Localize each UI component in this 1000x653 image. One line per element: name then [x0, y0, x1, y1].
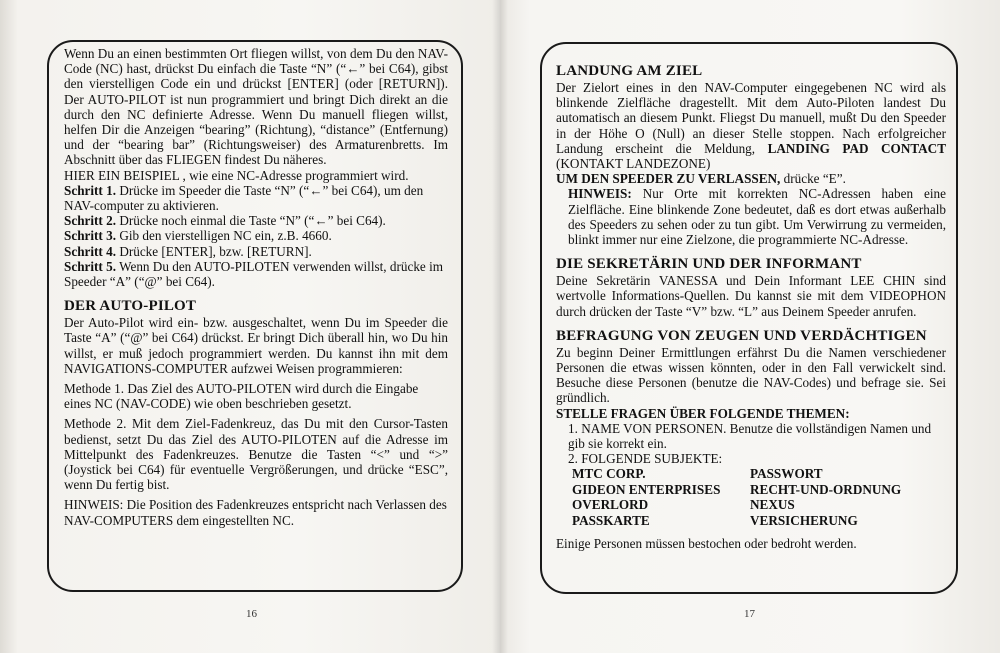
topic-item-1: 1. NAME VON PERSONEN. Benutze die vollständigen Namen und gib sie korrekt ein. — [568, 420, 932, 452]
leave-speeder-label: UM DEN SPEEDER ZU VERLASSEN, — [556, 171, 781, 187]
step-4-text: Drücke [ENTER], bzw. [RETURN]. — [119, 243, 312, 259]
method-1: Methode 1. Das Ziel des AUTO-PILOTEN wird durch die Eingabe eines NC (NAV-CODE) wie oben beschrieben gesetzt. — [64, 381, 419, 412]
page-number-left: 16 — [246, 608, 257, 620]
landing-pad-translation: (KONTAKT LANDEZONE) — [556, 156, 711, 172]
step-1-label: Schritt 1. — [64, 182, 117, 198]
page-number-right: 17 — [744, 608, 755, 620]
step-2 — [64, 213, 448, 228]
subject-item: VERSICHERUNG — [750, 512, 858, 528]
example-intro: HIER EIN BEISPIEL , wie eine NC-Adresse programmiert wird. — [64, 167, 409, 183]
leave-speeder-rest: drücke “E”. — [780, 171, 846, 187]
method-2: Methode 2. Mit dem Ziel-Fadenkreuz, das Du mit den Cursor-Tasten bedienst, setzt Du das Ziel des AUTO-PILOTEN auf die Adresse im Mittelpunkt des Fadenkreuzes. Benutze die Tasten “<” und “>” (Joystick bei C64) für eventuelle Vergrößerungen, und drücke “ESC”, wenn Du fertig bist. — [64, 416, 448, 493]
step-5-label: Schritt 5. — [64, 258, 117, 274]
subject-list — [572, 466, 946, 528]
subject-item: NEXUS — [750, 497, 795, 513]
step-5 — [64, 259, 448, 289]
step-1 — [64, 183, 448, 213]
step-3 — [64, 228, 448, 243]
right-page-content — [556, 62, 946, 552]
step-4-label: Schritt 4. — [64, 243, 117, 259]
subject-item: GIDEON ENTERPRISES — [572, 481, 721, 497]
subject-item: PASSKARTE — [572, 512, 650, 528]
landing-note-text: Nur Orte mit korrekten NC-Adressen haben eine Zielfläche. Eine blinkende Zone bedeutet, daß es dort etwas außerhalb des Speeders zu sehen oder zu tun gibt. Um Verwirrung zu vermeiden, blinkt immer nur eine Zielzone, die programmierte NC-Adresse. — [568, 186, 946, 248]
step-3-text: Gib den vierstelligen NC ein, z.B. 4660. — [119, 228, 332, 244]
landing-note-label: HINWEIS: — [568, 186, 632, 202]
step-2-text: Drücke noch einmal die Taste “N” (“←” bei C64). — [119, 213, 386, 229]
secretary-heading: DIE SEKRETÄRIN UND DER INFORMANT — [556, 256, 862, 273]
book-gutter — [492, 0, 508, 653]
autopilot-text: Der Auto-Pilot wird ein- bzw. ausgeschaltet, wenn Du im Speeder die Taste “A” (“@” bei C64) drückst. Er bringt Dich überall hin, wo Du hin willst, er muß jedoch programmiert werden. Du kannst ihn mit dem NAVIGATIONS-COMPUTER aufzwei Weisen programmieren: — [64, 315, 448, 376]
topic-item-2: 2. FOLGENDE SUBJEKTE: — [568, 451, 723, 467]
left-page-content — [64, 46, 448, 528]
nav-code-intro: Wenn Du an einen bestimmten Ort fliegen willst, von dem Du den NAV-Code (NC) hast, drückst Du einfach die Taste “N” (“←” bei C64), gibst den vierstelligen Code ein und drückst [ENTER] (oder [RETURN]). Der AUTO-PILOT ist nun programmiert und bringt Dich direkt an die durch den NC definierte Adresse. Wenn Du manuell fliegen willst, helfen Dir die Anzeigen “bearing” (Richtung), “distance” (Entfernung) und der “bearing bar” (Richtungsweiser) des Armaturenbretts. Im Abschnitt über das FLIEGEN findest Du näheres. — [64, 46, 448, 168]
landing-text-body: Der Zielort eines in den NAV-Computer eingegebenen NC wird als blinkende Zielfläche dragestellt. Mit dem Auto-Piloten landest Du automatisch an diesem Punkt. Fliegst Du manuell, mußt Du den Speeder in der Höhe O (Null) an dieser Stelle stoppen. Nach erfolgreicher Landung erscheint die Meldung, — [556, 80, 946, 156]
subject-item: OVERLORD — [572, 497, 649, 513]
closing-note: Einige Personen müssen bestochen oder bedroht werden. — [556, 536, 857, 552]
landing-note — [556, 186, 946, 247]
secretary-text: Deine Sekretärin VANESSA und Dein Informant LEE CHIN sind wertvolle Informations-Quellen. Du kannst sie mit dem VIDEOPHON durch drücken der Taste “V” bzw. “L” aus Deinem Speeder anrufen. — [556, 273, 946, 319]
autopilot-heading: DER AUTO-PILOT — [64, 298, 197, 315]
witness-text: Zu beginn Deiner Ermittlungen erfährst Du die Namen verschiedener Personen die etwas wissen könnten, oder in den Fall verwickelt sind. Besuche diese Personen (benutze die NAV-Codes) und befrage sie. Sei gründlich. — [556, 344, 946, 406]
step-4 — [64, 244, 448, 259]
landing-text — [556, 80, 946, 171]
landing-heading: LANDUNG AM ZIEL — [556, 63, 703, 79]
subject-item: RECHT-UND-ORDNUNG — [750, 481, 902, 497]
subject-item: MTC CORP. — [572, 466, 646, 482]
questions-heading: STELLE FRAGEN ÜBER FOLGENDE THEMEN: — [556, 405, 850, 421]
subject-item: PASSWORT — [750, 466, 823, 482]
leave-speeder-line — [556, 171, 946, 186]
landing-pad-message: LANDING PAD CONTACT — [767, 140, 946, 156]
step-3-label: Schritt 3. — [64, 228, 117, 244]
step-5-text: Wenn Du den AUTO-PILOTEN verwenden willst, drücke im Speeder “A” (“@” bei C64). — [64, 258, 443, 290]
step-1-text: Drücke im Speeder die Taste “N” (“←” bei C64), um den NAV-computer zu aktivieren. — [64, 182, 424, 214]
crosshair-note: HINWEIS: Die Position des Fadenkreuzes entspricht nach Verlassen des NAV-COMPUTERS dem eingestellten NC. — [64, 497, 447, 528]
witness-heading: BEFRAGUNG VON ZEUGEN UND VERDÄCHTIGEN — [556, 327, 927, 344]
step-2-label: Schritt 2. — [64, 213, 117, 229]
